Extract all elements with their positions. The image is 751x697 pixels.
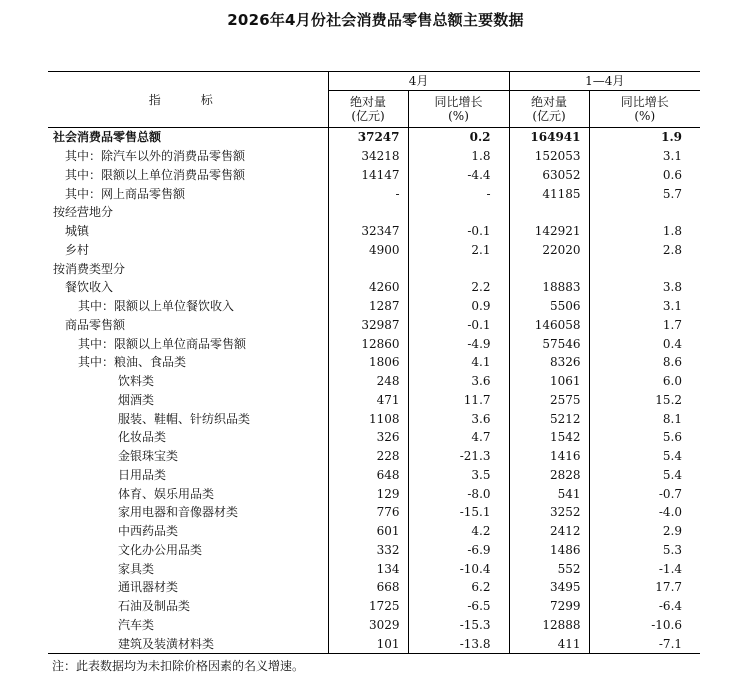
month-abs-cell: 471 <box>328 391 408 410</box>
row-label: 石油及制品类 <box>118 599 191 614</box>
retail-sales-table <box>48 71 700 654</box>
ytd-yoy-cell: 8.6 <box>589 353 700 372</box>
month-abs-cell: 129 <box>328 484 408 503</box>
table-row <box>48 409 700 428</box>
month-yoy-cell: 4.2 <box>408 522 509 541</box>
month-abs-cell: 37247 <box>328 128 408 147</box>
table-row <box>48 447 700 466</box>
row-label: 其中：限额以上单位消费品零售额 <box>65 167 246 182</box>
month-abs-cell: 648 <box>328 466 408 485</box>
month-abs-cell: 326 <box>328 428 408 447</box>
row-label: 日用品类 <box>118 467 167 482</box>
row-label: 通讯器材类 <box>118 580 179 595</box>
table-row <box>48 428 700 447</box>
ytd-yoy-cell: -6.4 <box>589 597 700 616</box>
ytd-abs-cell: 57546 <box>509 334 589 353</box>
row-label: 城镇 <box>65 224 90 239</box>
page-title: 2026年4月份社会消费品零售总额主要数据 <box>227 11 524 29</box>
ytd-abs-cell: 146058 <box>509 316 589 335</box>
ytd-yoy-cell: -1.4 <box>589 559 700 578</box>
row-label: 中西药品类 <box>118 524 179 539</box>
ytd-abs-cell: 142921 <box>509 222 589 241</box>
ytd-yoy-cell: 0.6 <box>589 166 700 185</box>
month-yoy-cell: 4.1 <box>408 353 509 372</box>
table-row <box>48 203 700 222</box>
ytd-abs-cell: 3252 <box>509 503 589 522</box>
row-label: 建筑及装潢材料类 <box>48 634 328 653</box>
month-yoy-cell: 4.7 <box>408 428 509 447</box>
month-yoy-cell: 0.2 <box>408 128 509 147</box>
row-label: 餐饮收入 <box>65 280 114 295</box>
month-abs-cell: 1287 <box>328 297 408 316</box>
ytd-yoy-cell: 3.8 <box>589 278 700 297</box>
ytd-yoy-cell: 15.2 <box>589 391 700 410</box>
table-row <box>48 147 700 166</box>
month-abs-cell: 34218 <box>328 147 408 166</box>
month-yoy-cell: 3.6 <box>408 372 509 391</box>
month-abs-cell: 14147 <box>328 166 408 185</box>
month-yoy-cell: -15.3 <box>408 616 509 635</box>
row-label: 烟酒类 <box>118 392 155 407</box>
month-abs-cell: 248 <box>328 372 408 391</box>
table-row <box>48 391 700 410</box>
row-label: 其中：粮油、食品类 <box>78 355 187 370</box>
month-yoy-cell: 6.2 <box>408 578 509 597</box>
month-yoy-cell: -6.9 <box>408 541 509 560</box>
table-row <box>48 166 700 185</box>
ytd-abs-cell: 41185 <box>509 184 589 203</box>
ytd-yoy-cell <box>589 203 700 222</box>
month-abs-cell: 1725 <box>328 597 408 616</box>
month-yoy-cell: -4.9 <box>408 334 509 353</box>
row-label: 金银珠宝类 <box>118 449 179 464</box>
month-yoy-cell: 11.7 <box>408 391 509 410</box>
row-label: 化妆品类 <box>118 430 167 445</box>
row-label: 其中：除汽车以外的消费品零售额 <box>65 149 246 164</box>
month-yoy-cell: -8.0 <box>408 484 509 503</box>
month-abs-cell: 228 <box>328 447 408 466</box>
month-abs-cell: 668 <box>328 578 408 597</box>
month-yoy-cell: - <box>408 184 509 203</box>
row-label: 家用电器和音像器材类 <box>118 505 239 520</box>
month-yoy-cell: -13.8 <box>408 634 509 653</box>
ytd-yoy-cell: -7.1 <box>589 634 700 653</box>
row-label: 汽车类 <box>118 617 155 632</box>
table-row <box>48 334 700 353</box>
table-row <box>48 372 700 391</box>
ytd-yoy-cell: 2.9 <box>589 522 700 541</box>
ytd-abs-cell: 2412 <box>509 522 589 541</box>
ytd-abs-cell: 5506 <box>509 297 589 316</box>
month-abs-cell: 3029 <box>328 616 408 635</box>
table-row <box>48 597 700 616</box>
row-label: 商品零售额 <box>65 317 126 332</box>
month-yoy-cell <box>408 259 509 278</box>
month-yoy-cell <box>408 203 509 222</box>
ytd-abs-cell: 8326 <box>509 353 589 372</box>
ytd-yoy-cell: 0.4 <box>589 334 700 353</box>
ytd-yoy-cell: 1.9 <box>589 128 700 147</box>
ytd-yoy-cell: 6.0 <box>589 372 700 391</box>
month-yoy-cell: -10.4 <box>408 559 509 578</box>
table-row <box>48 184 700 203</box>
month-yoy-cell: -6.5 <box>408 597 509 616</box>
month-abs-cell: 134 <box>328 559 408 578</box>
table-row <box>48 616 700 635</box>
month-abs-cell: 32987 <box>328 316 408 335</box>
table-row <box>48 128 700 147</box>
month-abs-cell: 776 <box>328 503 408 522</box>
ytd-abs-cell: 7299 <box>509 597 589 616</box>
row-label: 按消费类型分 <box>53 261 126 276</box>
row-label: 文化办公用品类 <box>118 542 203 557</box>
month-yoy-cell: 1.8 <box>408 147 509 166</box>
row-label: 其中：限额以上单位餐饮收入 <box>78 299 235 314</box>
ytd-yoy-cell: 3.1 <box>589 147 700 166</box>
ytd-group-header: 1—4月 <box>509 72 700 91</box>
month-yoy-cell: 3.6 <box>408 409 509 428</box>
ytd-abs-cell <box>509 203 589 222</box>
month-yoy-cell: -0.1 <box>408 222 509 241</box>
table-row <box>48 522 700 541</box>
ytd-abs-cell: 411 <box>509 634 589 653</box>
month-abs-cell: 1806 <box>328 353 408 372</box>
table-row <box>48 353 700 372</box>
ytd-abs-header: 绝对量 (亿元) <box>509 91 589 128</box>
month-yoy-cell: 2.1 <box>408 241 509 260</box>
month-yoy-cell: -4.4 <box>408 166 509 185</box>
month-abs-cell: 601 <box>328 522 408 541</box>
month-abs-header: 绝对量 (亿元) <box>328 91 408 128</box>
ytd-abs-cell: 5212 <box>509 409 589 428</box>
table-row <box>48 222 700 241</box>
row-label: 乡村 <box>65 242 90 257</box>
table-row <box>48 559 700 578</box>
table-row <box>48 503 700 522</box>
row-label: 饮料类 <box>118 374 155 389</box>
month-yoy-cell: -21.3 <box>408 447 509 466</box>
table-row <box>48 578 700 597</box>
month-abs-cell: 4260 <box>328 278 408 297</box>
ytd-abs-cell: 164941 <box>509 128 589 147</box>
table-row <box>48 259 700 278</box>
ytd-abs-cell: 1542 <box>509 428 589 447</box>
month-yoy-cell: 2.2 <box>408 278 509 297</box>
row-label: 体育、娱乐用品类 <box>118 486 215 501</box>
ytd-yoy-cell <box>589 259 700 278</box>
row-label: 社会消费品零售总额 <box>53 130 162 145</box>
ytd-abs-cell: 1416 <box>509 447 589 466</box>
month-abs-cell: 1108 <box>328 409 408 428</box>
month-yoy-cell: -15.1 <box>408 503 509 522</box>
ytd-yoy-cell: 5.3 <box>589 541 700 560</box>
indicator-header: 指 标 <box>48 72 328 128</box>
month-yoy-cell: 0.9 <box>408 297 509 316</box>
ytd-yoy-cell: 5.4 <box>589 466 700 485</box>
ytd-yoy-cell: 5.7 <box>589 184 700 203</box>
table-row <box>48 541 700 560</box>
ytd-abs-cell: 1486 <box>509 541 589 560</box>
row-label: 服装、鞋帽、针纺织品类 <box>118 411 251 426</box>
ytd-abs-cell <box>509 259 589 278</box>
row-label: 家具类 <box>118 561 155 576</box>
ytd-yoy-cell: -4.0 <box>589 503 700 522</box>
table-row <box>48 484 700 503</box>
month-yoy-cell: 3.5 <box>408 466 509 485</box>
month-abs-cell: - <box>328 184 408 203</box>
ytd-yoy-cell: -10.6 <box>589 616 700 635</box>
ytd-abs-cell: 541 <box>509 484 589 503</box>
ytd-abs-cell: 152053 <box>509 147 589 166</box>
table-row <box>48 278 700 297</box>
ytd-yoy-cell: 17.7 <box>589 578 700 597</box>
ytd-yoy-cell: 3.1 <box>589 297 700 316</box>
ytd-abs-cell: 2828 <box>509 466 589 485</box>
table-row <box>48 297 700 316</box>
ytd-yoy-cell: 1.7 <box>589 316 700 335</box>
ytd-abs-cell: 3495 <box>509 578 589 597</box>
ytd-abs-cell: 63052 <box>509 166 589 185</box>
ytd-yoy-cell: 2.8 <box>589 241 700 260</box>
ytd-abs-cell: 2575 <box>509 391 589 410</box>
footnote: 注：此表数据均为未扣除价格因素的名义增速。 <box>52 659 305 673</box>
month-group-header: 4月 <box>328 72 509 91</box>
row-label: 其中：网上商品零售额 <box>65 186 186 201</box>
ytd-abs-cell: 18883 <box>509 278 589 297</box>
month-abs-cell: 332 <box>328 541 408 560</box>
month-abs-cell: 12860 <box>328 334 408 353</box>
month-abs-cell: 32347 <box>328 222 408 241</box>
ytd-yoy-cell: 8.1 <box>589 409 700 428</box>
ytd-yoy-cell: 1.8 <box>589 222 700 241</box>
ytd-abs-cell: 552 <box>509 559 589 578</box>
ytd-yoy-cell: 5.6 <box>589 428 700 447</box>
month-abs-cell: 4900 <box>328 241 408 260</box>
ytd-abs-cell: 1061 <box>509 372 589 391</box>
ytd-yoy-cell: 5.4 <box>589 447 700 466</box>
table-row <box>48 466 700 485</box>
ytd-yoy-cell: -0.7 <box>589 484 700 503</box>
month-yoy-cell: -0.1 <box>408 316 509 335</box>
row-label: 按经营地分 <box>53 205 114 220</box>
table-row <box>48 241 700 260</box>
table-row <box>48 634 700 653</box>
month-abs-cell: 101 <box>328 634 408 653</box>
month-abs-cell <box>328 203 408 222</box>
row-label: 其中：限额以上单位商品零售额 <box>78 336 247 351</box>
ytd-abs-cell: 22020 <box>509 241 589 260</box>
month-abs-cell <box>328 259 408 278</box>
ytd-abs-cell: 12888 <box>509 616 589 635</box>
ytd-yoy-header: 同比增长 (%) <box>589 91 700 128</box>
month-yoy-header: 同比增长 (%) <box>408 91 509 128</box>
table-row <box>48 316 700 335</box>
